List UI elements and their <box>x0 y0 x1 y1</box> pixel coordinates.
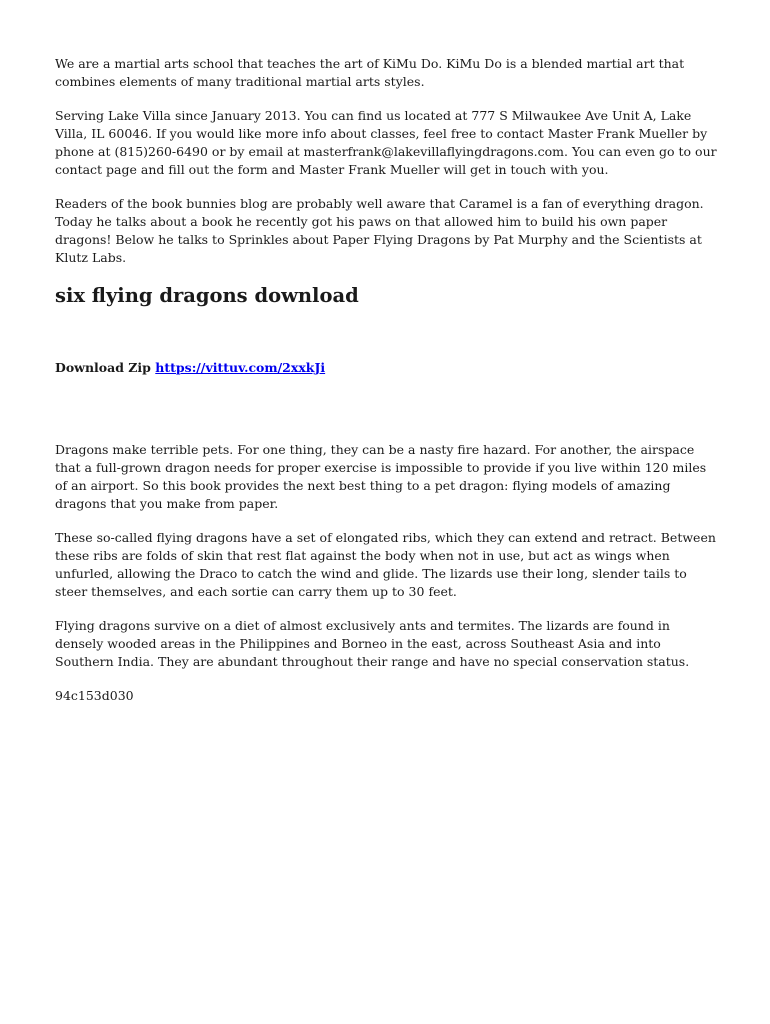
intro-paragraph-2: Serving Lake Villa since January 2013. You can find us located at 777 S Milwaukee Ave Unit A, Lake Villa, IL 60046. If you would like more info about classes, feel free to contact Master Frank Mueller by phone at (815)260-6490 or by email at masterfrank@lakevillaflyingdragons.com. You can even go to our contact page and fill out the form and Master Frank Mueller will get in touch with you. <box>55 108 717 177</box>
page-title: six flying dragons download <box>55 284 359 307</box>
download-label: Download Zip <box>55 360 151 375</box>
document-page <box>55 55 717 705</box>
intro-paragraph-1: We are a martial arts school that teaches the art of KiMu Do. KiMu Do is a blended martial art that combines elements of many traditional martial arts styles. <box>55 56 685 89</box>
footer-hash: 94c153d030 <box>55 688 134 703</box>
body-paragraph-2: These so-called flying dragons have a set of elongated ribs, which they can extend and retract. Between these ribs are folds of skin that rest flat against the body when not in use, but act as wings when unfurled, allowing the Draco to catch the wind and glide. The lizards use their long, slender tails to steer themselves, and each sortie can carry them up to 30 feet. <box>55 530 716 599</box>
download-line <box>55 359 717 377</box>
download-link[interactable]: https://vittuv.com/2xxkJi <box>155 360 326 375</box>
intro-paragraph-3: Readers of the book bunnies blog are probably well aware that Caramel is a fan of everything dragon. Today he talks about a book he recently got his paws on that allowed him to build his own paper dragons! Below he talks to Sprinkles about Paper Flying Dragons by Pat Murphy and the Scientists at Klutz Labs. <box>55 196 704 265</box>
spacer <box>55 377 717 441</box>
body-paragraph-3: Flying dragons survive on a diet of almost exclusively ants and termites. The lizards are found in densely wooded areas in the Philippines and Borneo in the east, across Southeast Asia and into Southern India. They are abundant throughout their range and have no special conservation status. <box>55 618 690 669</box>
body-paragraph-1: Dragons make terrible pets. For one thing, they can be a nasty fire hazard. For another, the airspace that a full-grown dragon needs for proper exercise is impossible to provide if you live within 120 miles of an airport. So this book provides the next best thing to a pet dragon: flying models of amazing dragons that you make from paper. <box>55 442 707 511</box>
